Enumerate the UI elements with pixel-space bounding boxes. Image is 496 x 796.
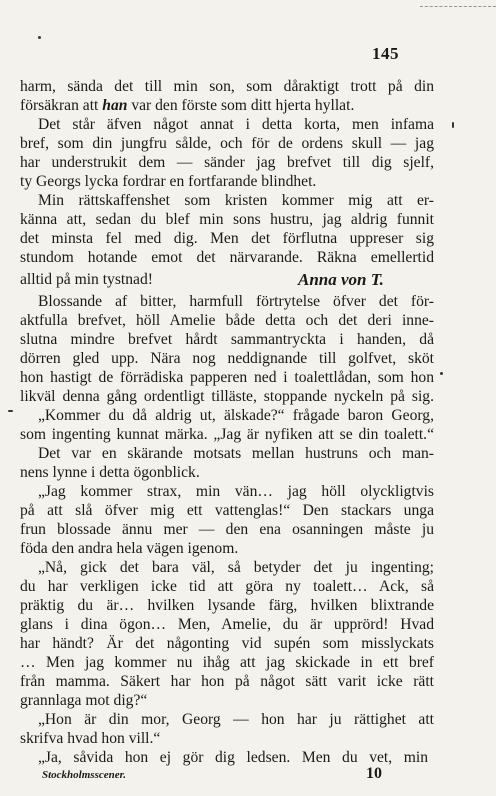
page-number: 145 bbox=[372, 44, 399, 63]
text-line: ty Georgs lycka fordrar en fortfarande blindhet. bbox=[20, 173, 317, 190]
text-line: „Nå, gick det bara väl, så betyder det ju ingenting; bbox=[38, 559, 434, 576]
text-line: nens lynne i detta ögonblick. bbox=[20, 464, 200, 481]
text-line: känna att, sedan du blef min sons hustru, jag aldrig funnit bbox=[20, 211, 434, 228]
text-line: Det står äfven något annat i detta korta, men infama bbox=[38, 116, 434, 133]
text-line: från mamma. Säkert har hon på något sätt varit icke rätt bbox=[20, 673, 434, 690]
text-line: Min rättskaffenshet som kristen kommer mig att er- bbox=[38, 192, 434, 209]
text-line: försäkran att han var den förste som ditt hjerta hyllat. bbox=[20, 97, 355, 114]
text-line: likväl denna gång ordentligt tilläste, stoppande nyckeln på sig. bbox=[20, 388, 434, 405]
text-line: frun blossade ännu mer — den ena osanningen måste ju bbox=[20, 521, 434, 538]
text-line: … Men jag kommer nu ihåg att jag skickade in ett bref bbox=[20, 654, 434, 671]
text-line: alltid på min tystnad! bbox=[20, 271, 153, 288]
text-line: stundom hotande emot det närvarande. Räkna emellertid bbox=[20, 249, 434, 266]
text-line: dörren gled upp. Nära nog neddignande till golfvet, sköt bbox=[20, 350, 434, 367]
top-rule bbox=[420, 6, 496, 7]
text-line: präktig du är… hvilken lysande färg, hvilken blixtrande bbox=[20, 597, 434, 614]
text-line: som ingenting kunnat märka. „Jag är nyfiken att se din toalett.“ bbox=[20, 426, 434, 443]
ink-speck bbox=[440, 372, 443, 375]
text-line: det minsta fel med dig. Men det förflutna uppreser sig bbox=[20, 230, 434, 247]
text-line: du har verkligen icke tid att göra ny toalett… Ack, så bbox=[20, 578, 434, 595]
text-line: Blossande af bitter, harmfull förtrytelse öfver det för- bbox=[38, 293, 434, 310]
text-line: harm, sända det till min son, som dåraktigt trott på din bbox=[20, 78, 434, 95]
sheet-signature: 10 bbox=[366, 765, 382, 782]
text-line: „Ja, såvida hon ej gör dig ledsen. Men du vet, min bbox=[38, 749, 428, 766]
emphasis-word: han bbox=[102, 97, 128, 114]
text-line: skrifva hvad hon vill.“ bbox=[20, 730, 161, 747]
ink-speck bbox=[38, 36, 41, 39]
text-line: glans i dina ögon… Men, Amelie, du är upprörd! Hvad bbox=[20, 616, 434, 633]
text-line: aktfulla brefvet, höll Amelie både detta och det deri inne- bbox=[20, 312, 434, 329]
text-line: „Kommer du då aldrig ut, älskade?“ frågade baron Georg, bbox=[38, 407, 434, 424]
text-line: bref, som din jungfru sålde, och för de ordens skull — jag bbox=[20, 135, 434, 152]
text-line: föda den andra hela vägen igenom. bbox=[20, 540, 239, 557]
text-line: slutna mindre brefvet hårdt sammantryckta i handen, då bbox=[20, 331, 434, 348]
text-line: „Hon är din mor, Georg — hon har ju rättighet att bbox=[38, 711, 434, 728]
text-line: har händt? Är det någonting vid supén som misslyckats bbox=[20, 635, 434, 652]
text-line: „Jag kommer strax, min vän… jag höll olyckligtvis bbox=[38, 483, 434, 500]
text-line: Det var en skärande motsats mellan hustruns och man- bbox=[38, 445, 434, 462]
ink-speck bbox=[8, 410, 13, 412]
text-line: på att slå öfver mig ett vattenglas!“ Den stackars unga bbox=[20, 502, 434, 519]
ink-speck bbox=[452, 122, 454, 128]
text-line: grannlaga mot dig?“ bbox=[20, 692, 148, 709]
text-line: har understrukit dem — sänder jag brefvet till dig sjelf, bbox=[20, 154, 434, 171]
text-line: hon hastigt de förrädiska papperen ned i toalettlådan, som hon bbox=[20, 369, 434, 386]
footer-title: Stockholmsscener. bbox=[42, 769, 127, 781]
letter-signature: Anna von T. bbox=[298, 270, 384, 289]
